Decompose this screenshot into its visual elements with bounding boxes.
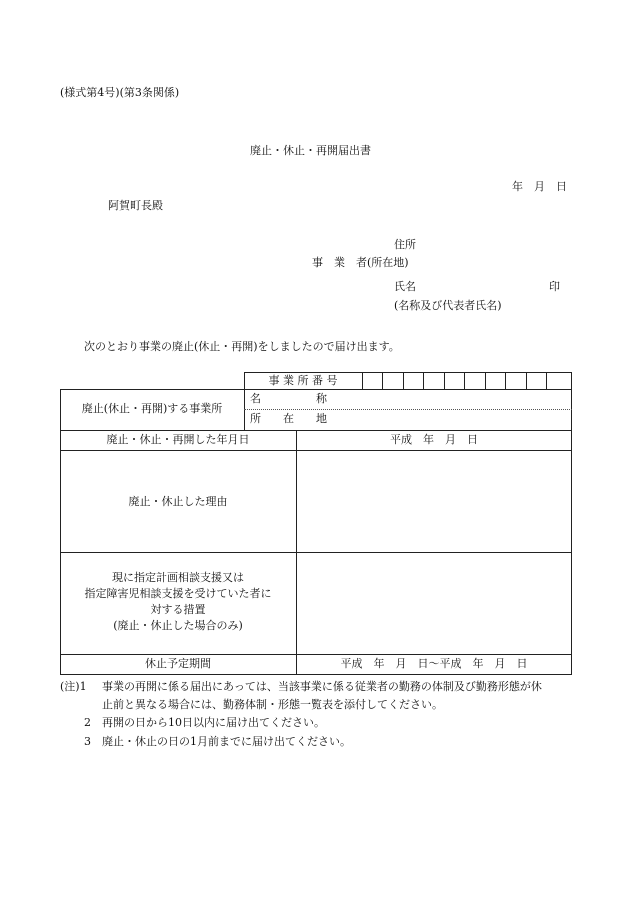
seal-mark: 印 [549,280,560,293]
measures-line-2: 指定障害児相談支援を受けていた者に [84,587,272,600]
number-box-divider [382,372,383,389]
name-note: (名称及び代表者氏名) [394,299,502,312]
row-divider [60,430,572,431]
note-2: 再開の日から10日以内に届け出てください。 [102,716,325,729]
number-box-divider [546,372,547,389]
addressee: 阿賀町長殿 [108,199,163,212]
address-label: 住所 [394,238,416,251]
number-box-divider [464,372,465,389]
intro-text: 次のとおり事業の廃止(休止・再開)をしましたので届け出ます。 [84,340,400,353]
row-divider [60,654,572,655]
row-divider [60,552,572,553]
measures-field[interactable] [300,558,566,648]
operator-label: 事 業 者(所在地) [312,256,409,269]
document-title: 廃止・休止・再開届出書 [250,144,371,157]
divider [362,372,363,390]
number-box-divider [403,372,404,389]
number-box-divider [485,372,486,389]
note-1-line-1: 事業の再開に係る届出にあっては、当該事業に係る従業者の勤務の体制及び勤務形態が休 [102,680,542,693]
measures-line-3: 対する措置 [150,603,206,616]
office-number-label: 事 業 所 番 号 [268,374,338,387]
number-box-divider [444,372,445,389]
office-location-label: 所 在 地 [250,412,327,425]
number-box-divider [526,372,527,389]
office-label: 廃止(休止・再開)する事業所 [81,402,223,415]
form-reference: (様式第4号)(第3条関係) [60,86,180,99]
note-1-prefix: (注)1 [60,680,87,693]
row-divider [60,450,572,451]
number-box-divider [505,372,506,389]
reason-field[interactable] [300,456,566,546]
note-2-prefix: 2 [84,716,91,729]
period-label: 休止予定期間 [145,657,211,670]
note-1-line-2: 止前と異なる場合には、勤務体制・形態一覧表を添付してください。 [102,698,443,711]
date-label: 廃止・休止・再開した年月日 [106,433,250,446]
notification-table [60,372,572,675]
period-value: 平成 年 月 日〜平成 年 月 日 [340,657,528,670]
number-box-divider [423,372,424,389]
note-3: 廃止・休止の日の1月前までに届け出てください。 [102,735,351,748]
measures-line-4: (廃止・休止した場合のみ) [113,619,243,632]
measures-line-1: 現に指定計画相談支援又は [112,571,244,584]
office-name-label: 名 称 [250,392,327,405]
reason-label: 廃止・休止した理由 [128,495,228,508]
note-3-prefix: 3 [84,735,91,748]
date-value: 平成 年 月 日 [390,433,478,446]
date-line: 年 月 日 [512,180,567,193]
name-label: 氏名 [394,280,416,293]
dotted-divider [244,409,572,410]
